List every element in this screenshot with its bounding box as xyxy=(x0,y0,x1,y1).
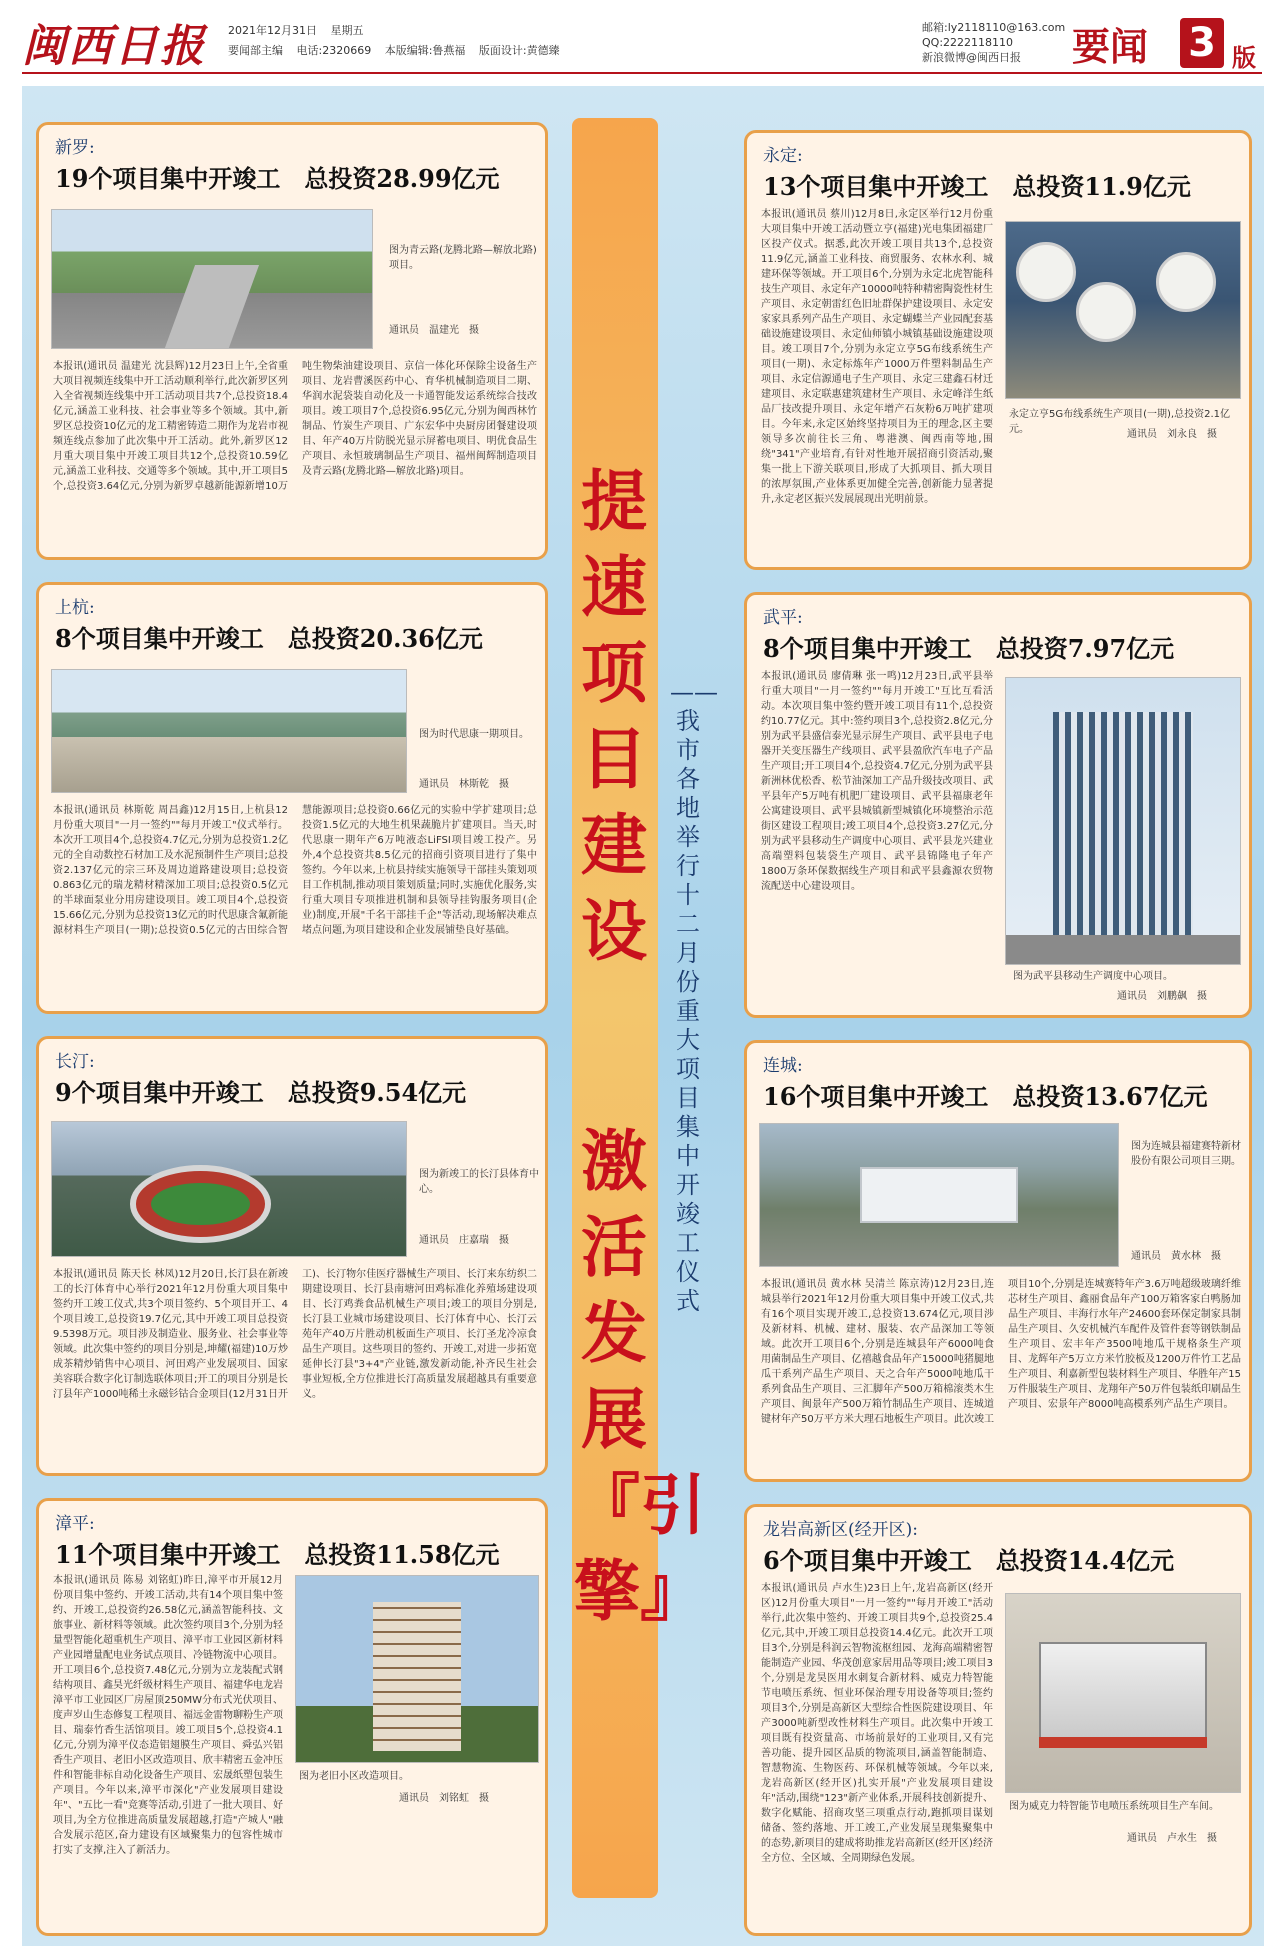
photo-credit: 通讯员 林斯乾 摄 xyxy=(419,779,509,790)
stadium-shape xyxy=(130,1165,272,1243)
article-title: 11个项目集中开竣工 总投资11.58亿元 xyxy=(55,1540,500,1569)
article-title: 8个项目集中开竣工 总投资7.97亿元 xyxy=(763,634,1175,663)
qq: QQ:2222118110 xyxy=(922,36,1014,49)
photo-credit: 通讯员 温建光 摄 xyxy=(389,325,479,336)
article-place: 永定: xyxy=(763,146,803,166)
article-body: 本报讯(通讯员 林斯乾 周昌鑫)12月15日,上杭县12月份重大项目"一月一签约""每月开竣工"仪式举行。本次开工项目4个,总投资4.7亿元,分别为总投资1.2亿元的全自动数控石材加工及水泥预制件生产项目;总投资2.137亿元的宗三环及周边道路建设项目;总投资0.863亿元的瑞龙精材精深加工项目;总投资0.5亿元的半球面泵业分用房建设项目。竣工项目4个,总投资15.66亿元,分别为总投资13亿元的时代思康含氟新能源材料生产项目(一期);总投资0.5亿元的古田综合智慧能源项目;总投资0.66亿元的实验中学扩建项目;总投资1.5亿元的大地生机果蔬脆片扩建项目。当天,时代思康一期年产6万吨液态LiFSI项目竣工投产。另外,4个总投资共8.5亿元的招商引资项目进行了集中签约。今年以来,上杭县持续实施领导干部挂头策划项目工作机制,推动项目策划质量;同时,实施优化服务,实行重大项目专项推进机制和县领导挂钩服务项目(企业)制度,开展"千名干部挂千企"等活动,现场解决难点堵点问题,为项目建设和企业发展铺垫良好基础。 xyxy=(53,805,537,936)
article-place: 武平: xyxy=(763,608,803,628)
article-photo xyxy=(51,1121,407,1257)
article-changting xyxy=(36,1036,548,1476)
issue-info-line1 xyxy=(228,22,374,38)
photo-caption: 图为连城县福建赛特新材股份有限公司项目三期。 xyxy=(1131,1141,1241,1167)
article-body: 本报讯(通讯员 陈易 刘铭虹)昨日,漳平市开展12月份项目集中签约、开竣工活动,共有14个项目集中签约、开竣工,总投资约26.58亿元,涵盖智能科技、文旅事业、新材料等领域。此次签约项目3个,分别为轻量型智能化超重机生产项目、漳平市工业园区新材料产业园增量配电业务试点项目、冷链物流中心项目。开工项目6个,总投资7.48亿元,分别为立龙装配式钢结构项目、鑫昊光纤级材料生产项目、福建华电龙岩漳平市工业园区厂房屋顶250MW分布式光伏项目、度声岁山生态修复工程项目、福远金雷物聊粉生产项目、瑞泰竹香生活馆项目。竣工项目5个,总投资4.1亿元,分别为漳平仪态造铝翅膜生产项目、舜弘兴铝香生产项目、老旧小区改造项目、欣丰精密五金冲压件和智能非标自动化设备生产项目、宏晟纸塑包装生产项目。今年以来,漳平市深化"产业发展项目建设年"、"五比一看"竞赛等活动,引进了一批大项目、好项目,为全方位推进高质量发展超越,打造"产城人"融合发展示范区,奋力建设有区域聚集力的包容性城市打实了支撑,注入了新活力。 xyxy=(53,1575,283,1856)
article-photo xyxy=(1005,221,1241,399)
email: 邮箱:ly2118110@163.com xyxy=(922,21,1066,34)
office-building-shape xyxy=(1053,712,1193,935)
headline-bottom: 激活发展『引擎』 xyxy=(574,1122,706,1630)
weibo: 新浪微博@闽西日报 xyxy=(922,51,1021,64)
center-column xyxy=(560,118,728,1938)
photo-credit: 通讯员 卢水生 摄 xyxy=(1127,1833,1217,1844)
article-body: 本报讯(通讯员 廖倩琳 张一鸣)12月23日,武平县举行重大项目"一月一签约""每月开竣工"互比互看活动。本次项目集中签约暨开竣工项目有11个,总投资约10.77亿元。其中:签约项目3个,总投资2.8亿元,分别为武平县盛信泰光显示屏生产项目、武平县电子电器开关变压器生产线项目、武平县盈欣汽车电子产品生产项目;开工项目4个,总投资4.7亿元,分别为武平县新洲林优松香、松节油深加工产品升级技改项目、武平县年产5万吨有机肥厂建设项目、武平县福康老年公寓建设项目、武平县城镇新型城镇化环境整治示范街区建设工程项目;竣工项目4个,总投资3.27亿元,分别为武平县移动生产调度中心项目、武平县龙兴建业高端塑料包装袋生产项目、武平县锦隆电子年产1800万条环保数据线生产项目和武平县鑫源农贸物流配送中心建设项目。 xyxy=(761,671,993,892)
factory-roof-shape xyxy=(860,1167,1018,1224)
article-title: 16个项目集中开竣工 总投资13.67亿元 xyxy=(763,1082,1208,1111)
article-photo xyxy=(51,209,373,349)
editor-chief: 要闻部主编 xyxy=(228,44,283,57)
article-longyan-hitech xyxy=(744,1504,1252,1936)
article-title: 19个项目集中开竣工 总投资28.99亿元 xyxy=(55,164,500,193)
article-place: 连城: xyxy=(763,1056,803,1076)
issue-date: 2021年12月31日 xyxy=(228,24,317,37)
photo-caption: 永定立亨5G布线系统生产项目(一期),总投资2.1亿元。 xyxy=(1009,409,1230,435)
photo-credit: 通讯员 刘鹏飙 摄 xyxy=(1117,991,1207,1002)
article-photo xyxy=(51,669,407,793)
article-photo xyxy=(1005,677,1241,965)
page-editor: 本版编辑:鲁燕福 xyxy=(384,44,466,57)
issue-info-line2 xyxy=(228,42,570,58)
page-designer: 版面设计:黄德臻 xyxy=(478,44,560,57)
machine-base-shape xyxy=(1039,1737,1207,1749)
spool-shape xyxy=(1016,242,1076,302)
headline-top: 提速项目建设 xyxy=(581,462,647,970)
article-photo xyxy=(759,1123,1119,1267)
masthead xyxy=(0,0,1286,92)
article-title: 9个项目集中开竣工 总投资9.54亿元 xyxy=(55,1078,467,1107)
page-number: 3 xyxy=(1180,18,1224,68)
spool-shape xyxy=(1156,252,1216,312)
building-shape xyxy=(373,1602,460,1751)
photo-caption: 图为新竣工的长汀县体育中心。 xyxy=(419,1169,539,1195)
photo-credit: 通讯员 刘永良 摄 xyxy=(1127,429,1217,440)
phone: 电话:2320669 xyxy=(296,44,372,57)
article-shanghang xyxy=(36,582,548,1014)
article-place: 长汀: xyxy=(55,1052,95,1072)
photo-credit: 通讯员 刘铭虹 摄 xyxy=(399,1793,489,1804)
article-title: 13个项目集中开竣工 总投资11.9亿元 xyxy=(763,172,1191,201)
page-suffix: 版 xyxy=(1232,44,1256,72)
article-place: 新罗: xyxy=(55,138,95,158)
article-xinluo xyxy=(36,122,548,560)
article-place: 漳平: xyxy=(55,1514,95,1534)
article-yongding xyxy=(744,130,1252,570)
article-liancheng xyxy=(744,1040,1252,1482)
issue-weekday: 星期五 xyxy=(330,24,364,37)
article-body: 本报讯(通讯员 温建光 沈县辉)12月23日上午,全省重大项目视频连线集中开工活动顺利举行,此次新罗区列入全省视频连线集中开工活动项目共7个,总投资18.4亿元,涵盖工业科技、社会事业等多个领域。其中,新罗区总投资10亿元的龙工精密铸造二期作为龙岩市视频连线点参加了此次集中开工活动。此外,新罗区12月重大项目集中开竣工项目共12个,总投资10.59亿元,涵盖工业科技、交通等多个领域。其中,开工项目5个,总投资3.64亿元,分别为新罗卓越新能源新增10万吨生物柴油建设项目、京信一体化环保除尘设备生产项目、龙岩曹溪医药中心、育华机械制造项目二期、华润水泥袋装自动化及一卡通智能发运系统综合技改项目。竣工项目7个,总投资6.95亿元,分别为闽西林竹制品、竹炭生产项目、广东宏华中央厨房团餐建设项目、年产40万片防脱光显示屏蓄电项目、明优食品生产项目、永恒玻璃制品生产项目、福州闽辉制造项目及青云路(龙腾北路—解放北路)项目。 xyxy=(53,361,537,492)
photo-credit: 通讯员 庄嘉瑞 摄 xyxy=(419,1235,509,1246)
article-body: 本报讯(通讯员 卢水生)23日上午,龙岩高新区(经开区)12月份重大项目"一月一签约""每月开竣工"活动举行,此次集中签约、开竣工项目共9个,总投资25.4亿元,其中,开竣工项目总投资14.4亿元。此次开工项目3个,分别是科润云智物流枢纽园、龙海高端精密智能制造产业园、华茂创意家居用品等项目;竣工项目3个,分别是龙昊医用水刺复合新材料、威克力特智能节电喷压系统、恒业环保治理专用设备等项目;签约项目3个,分别是高新区大型综合性医院建设项目、年产3000吨新型改性材料生产项目。此次集中开竣工项目既有投资量高、市场前景好的工业项目,又有完善功能、提升园区品质的物流项目,涵盖智能制造、智慧物流、生物医药、环保机械等领域。今年以来,龙岩高新区(经开区)扎实开展"产业发展项目建设年"活动,围绕"123"新产业体系,开展科技创新提升、数字化赋能、招商攻坚三项重点行动,跑抓项目谋划储备、签约落地、开工竣工,产业发展呈现集聚集中的态势,新项目的建成将助推龙岩高新区(经开区)经济全方位、全区域、全周期绿色发展。 xyxy=(761,1583,993,1864)
subheadline: ——我市各地举行十二月份重大项目集中开竣工仪式 xyxy=(670,678,718,1315)
article-photo xyxy=(1005,1593,1241,1793)
article-wuping xyxy=(744,592,1252,1018)
spool-shape xyxy=(1076,282,1136,342)
article-place: 上杭: xyxy=(55,598,95,618)
article-title: 8个项目集中开竣工 总投资20.36亿元 xyxy=(55,624,483,653)
article-body: 本报讯(通讯员 陈天长 林凤)12月20日,长汀县在新竣工的长汀体育中心举行2021年12月份重大项目集中签约开工竣工仪式,共3个项目签约、5个项目开工、4个项目竣工,总投资19.7亿元,其中开竣工项目总投资9.5398万元。项目涉及制造业、服务业、社会事业等领域。此次集中签约的项目分别是,坤耀(福建)10万炒成茶精炒销售中心项目、河田鸡产业发展项目、国家美容联合数字化订制选联体项目;开工的项目分别是长汀县年产1000吨稀土永磁钐钴合金项目(12月31日开工)、长汀物尔佳医疗器械生产项目、长汀来东纺织二期建设项目、长汀县南塘河田鸡标准化养殖场建设项目、长汀鸡粪食品机械生产项目;竣工的项目分别是,长汀县工业城市场建设项目、长汀体育中心、长汀云苑年产40万片胜动机板面生产项目、长汀圣龙冷凉食品生产项目。这些项目的签约、开竣工,对进一步拓宽延伸长汀县"3+4"产业链,激发新动能,补齐民生社会事业短板,全方位推进长汀高质量发展超越具有重要意义。 xyxy=(53,1269,537,1400)
ground-shape xyxy=(1006,935,1240,964)
photo-credit: 通讯员 黄水林 摄 xyxy=(1131,1251,1221,1262)
article-zhangping xyxy=(36,1498,548,1936)
masthead-divider xyxy=(22,72,1262,74)
photo-caption: 图为威克力特智能节电喷压系统项目生产车间。 xyxy=(1009,1801,1219,1812)
machine-shape xyxy=(1039,1642,1207,1745)
photo-caption: 图为武平县移动生产调度中心项目。 xyxy=(1013,971,1173,982)
newspaper-logo: 闽西日报 xyxy=(22,21,206,72)
article-title: 6个项目集中开竣工 总投资14.4亿元 xyxy=(763,1546,1175,1575)
photo-caption: 图为老旧小区改造项目。 xyxy=(299,1771,409,1782)
photo-caption: 图为青云路(龙腾北路—解放北路)项目。 xyxy=(389,245,537,271)
article-body: 本报讯(通讯员 黄水林 吴清兰 陈京涛)12月23日,连城县举行2021年12月份重大项目集中开竣工仪式,共有16个项目实现开竣工,总投资13.674亿元,项目涉及新材料、机械、建材、服装、农产品深加工等领域。此次开工项目6个,分别是连城县年产6000吨食用菌制品生产项目、亿禧越食品年产15000吨猪腿地瓜干系列产品生产项目、天之合年产5000吨地瓜干系列食品生产项目、三汇脚年产500万箱棉滚类木生产项目、闽景年产500万箱竹制品生产项目、连城道键材年产50万平方米大理石地板生产项目。此次竣工项目10个,分别是连城赛特年产3.6万吨超级玻璃纤维芯材生产项目、鑫丽食品年产100万箱客家白鸭肠加品生产项目、丰海行水年产24600套环保定制家具制品生产项目、久安机械汽车配件及管件套等钢铁制品生产项目、宏丰年产3500吨地瓜干规格条生产项目、龙辉年产5万立方米竹胶板及1200万件竹工艺品生产项目、利嘉新型包装材料生产项目、华胜年产15万件服装生产项目、龙翔年产50万件包装纸印刷品生产项目、宏景年产8000吨高模系列产品生产项目。 xyxy=(761,1279,1241,1425)
article-body: 本报讯(通讯员 蔡川)12月8日,永定区举行12月份重大项目集中开竣工活动暨立亨(福建)光电集团福建厂区投产仪式。据悉,此次开竣工项目共13个,总投资11.9亿元,涵盖工业科技、商贸服务、农林水利、城建环保等领域。开工项目6个,分别为永定北虎智能科技生产项目、永定年产10000吨特种精密陶瓷性材生产项目、永定朝雷红色旧址群保护建设项目、永定安家家具系列产品生产项目、永定蝴蝶兰产业园配套基础设施建设项目、永定仙师镇小城镇基础设施建设项目。竣工项目7个,分别为永定立亨5G布线系统生产项目(一期)、永定标炼年产1000万件塑料制品生产项目、永定信源通电子生产项目、永定三建鑫石材迁建项目、永定联惠建筑建材生产项目、永定峰洋生纸品厂技改提升项目、永定年增产石灰粉6万吨扩建项目。今年来,永定区始终坚持项目为王的理念,区主要领导多次前往长三角、粤港澳、闽西南等地,围绕"341"产业培育,有针对性地开展招商引资活动,聚集一批上下游关联项目,形成了大抓项目、抓大项目的浓厚氛围,产业体系更加健全完善,创新能力显著提升,永定老区振兴发展展现出光明前景。 xyxy=(761,209,993,505)
section-name: 要闻 xyxy=(1072,24,1149,69)
article-place: 龙岩高新区(经开区): xyxy=(763,1520,918,1540)
contact-info xyxy=(922,20,1065,65)
article-photo xyxy=(295,1575,539,1763)
photo-caption: 图为时代思康一期项目。 xyxy=(419,729,529,740)
